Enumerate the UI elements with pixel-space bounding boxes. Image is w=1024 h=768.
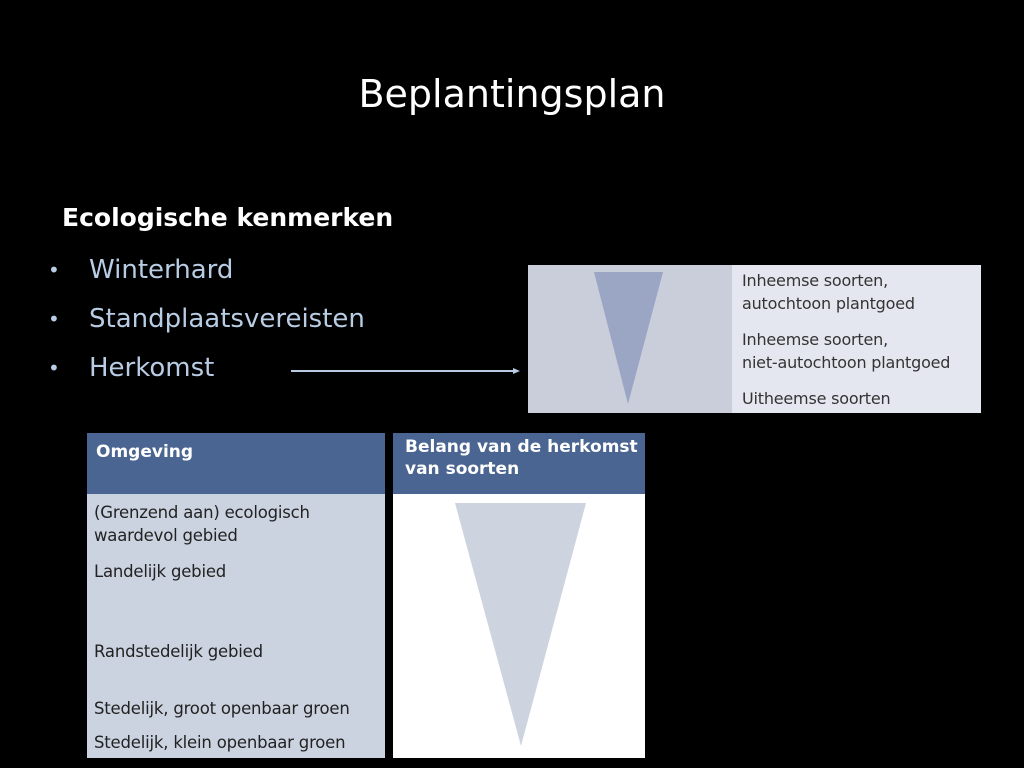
- bullet-icon: •: [48, 356, 60, 380]
- environment-row: waardevol gebied: [94, 526, 238, 545]
- importance-header-line: Belang van de herkomst: [405, 437, 638, 457]
- triangle-icon: [393, 494, 645, 758]
- environment-row: Stedelijk, groot openbaar groen: [94, 699, 350, 718]
- importance-header-line: van soorten: [405, 459, 520, 479]
- environment-row: Stedelijk, klein openbaar groen: [94, 733, 346, 752]
- triangle-icon: [528, 265, 732, 413]
- slide-subtitle: Ecologische kenmerken: [62, 203, 394, 232]
- environment-row: (Grenzend aan) ecologisch: [94, 503, 310, 522]
- bullet-item: [48, 250, 365, 299]
- environment-column: [87, 433, 385, 758]
- arrow-icon: [291, 364, 523, 378]
- bullet-icon: •: [48, 258, 60, 282]
- bullet-item: [48, 299, 365, 348]
- environment-row: Randstedelijk gebied: [94, 642, 263, 661]
- slide-title: Beplantingsplan: [358, 72, 666, 116]
- origin-scale-image: [528, 265, 981, 413]
- origin-scale-label: Uitheemse soorten: [742, 389, 891, 408]
- importance-column: [393, 433, 645, 758]
- bullet-icon: •: [48, 307, 60, 331]
- importance-header: [393, 433, 645, 494]
- origin-scale-label: autochtoon plantgoed: [742, 294, 915, 313]
- bullet-label: Herkomst: [89, 353, 215, 383]
- origin-scale-label: niet-autochtoon plantgoed: [742, 353, 951, 372]
- environment-header: Omgeving: [87, 433, 385, 494]
- bullet-label: Standplaatsvereisten: [89, 304, 365, 334]
- environment-row: Landelijk gebied: [94, 562, 227, 581]
- origin-scale-label: Inheemse soorten,: [742, 330, 888, 349]
- origin-scale-label: Inheemse soorten,: [742, 271, 888, 290]
- bullet-label: Winterhard: [89, 255, 234, 285]
